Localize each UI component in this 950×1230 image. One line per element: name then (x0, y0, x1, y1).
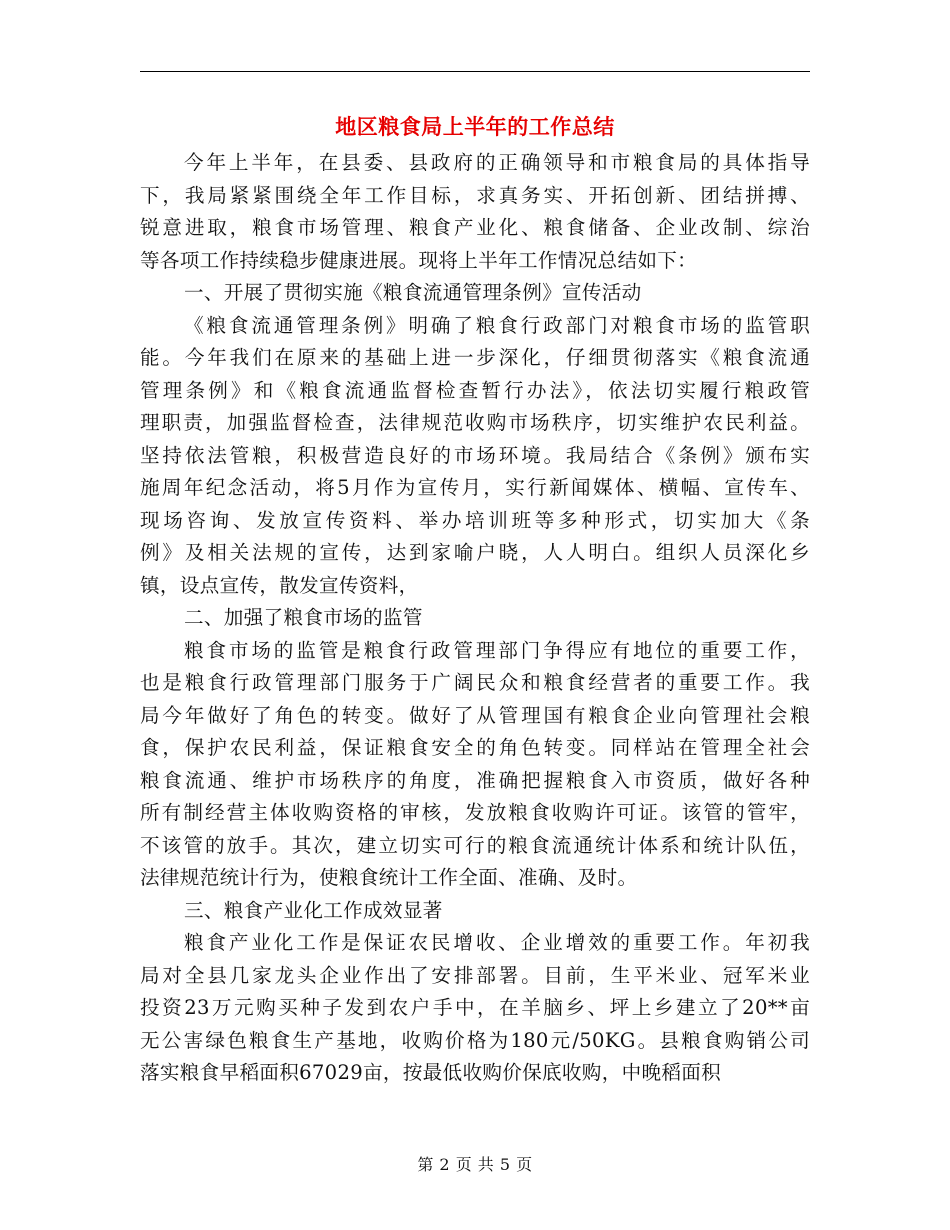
text-line: 粮食流通、维护市场秩序的角度，准确把握粮食入市资质，做好各种 (140, 768, 810, 792)
header-rule (140, 71, 810, 72)
text-line: 能。今年我们在原来的基础上进一步深化，仔细贯彻落实《粮食流通 (140, 346, 810, 369)
text-line: 坚持依法管粮，积极营造良好的市场环境。我局结合《条例》颁布实 (140, 443, 810, 467)
document-body (140, 147, 810, 1090)
text-line: 下，我局紧紧围绕全年工作目标，求真务实、开拓创新、团结拼搏、 (140, 183, 810, 207)
text-line: 例》及相关法规的宣传，达到家喻户晓，人人明白。组织人员深化乡 (140, 541, 810, 564)
text-line: 二、加强了粮食市场的监管 (184, 606, 423, 629)
document-title: 地区粮食局上半年的工作总结 (335, 115, 615, 139)
text-line: 等各项工作持续稳步健康进展。现将上半年工作情况总结如下： (140, 248, 698, 272)
text-line: 《粮食流通管理条例》明确了粮食行政部门对粮食市场的监管职 (184, 313, 810, 337)
text-line: 一、开展了贯彻实施《粮食流通管理条例》宣传活动 (184, 281, 642, 304)
text-line: 三、粮食产业化工作成效显著 (184, 898, 443, 922)
text-line: 食，保护农民利益，保证粮食安全的角色转变。同样站在管理全社会 (140, 736, 810, 759)
text-line: 无公害绿色粮食生产基地，收购价格为180元/50KG。县粮食购销公司 (140, 1028, 810, 1052)
text-line: 管理条例》和《粮食流通监督检查暂行办法》，依法切实履行粮政管 (140, 378, 810, 402)
text-line: 所有制经营主体收购资格的审核，发放粮食收购许可证。该管的管牢， (140, 801, 810, 824)
text-line: 投资23万元购买种子发到农户手中，在羊脑乡、坪上乡建立了20**亩 (140, 996, 810, 1019)
text-line: 不该管的放手。其次，建立切实可行的粮食流通统计体系和统计队伍， (140, 833, 810, 857)
text-line: 今年上半年，在县委、县政府的正确领导和市粮食局的具体指导 (184, 151, 810, 174)
page-number-footer: 第 2 页 共 5 页 (417, 1155, 533, 1174)
text-line: 局今年做好了角色的转变。做好了从管理国有粮食企业向管理社会粮 (140, 703, 810, 727)
text-line: 局对全县几家龙头企业作出了安排部署。目前，生平米业、冠军米业 (140, 963, 810, 987)
text-line: 施周年纪念活动，将5月作为宣传月，实行新闻媒体、横幅、宣传车、 (140, 476, 810, 499)
text-line: 落实粮食早稻面积67029亩，按最低收购价保底收购，中晚稻面积 (140, 1061, 722, 1084)
text-line: 现场咨询、发放宣传资料、举办培训班等多种形式，切实加大《条 (140, 508, 810, 532)
text-line: 锐意进取，粮食市场管理、粮食产业化、粮食储备、企业改制、综治 (140, 216, 810, 239)
text-line: 理职责，加强监督检查，法律规范收购市场秩序，切实维护农民利益。 (140, 411, 810, 434)
text-line: 粮食产业化工作是保证农民增收、企业增效的重要工作。年初我 (184, 931, 810, 954)
text-line: 粮食市场的监管是粮食行政管理部门争得应有地位的重要工作， (184, 638, 810, 662)
text-line: 法律规范统计行为，使粮食统计工作全面、准确、及时。 (140, 866, 638, 889)
text-line: 也是粮食行政管理部门服务于广阔民众和粮食经营者的重要工作。我 (140, 671, 810, 694)
text-line: 镇，设点宣传，散发宣传资料， (140, 573, 419, 597)
